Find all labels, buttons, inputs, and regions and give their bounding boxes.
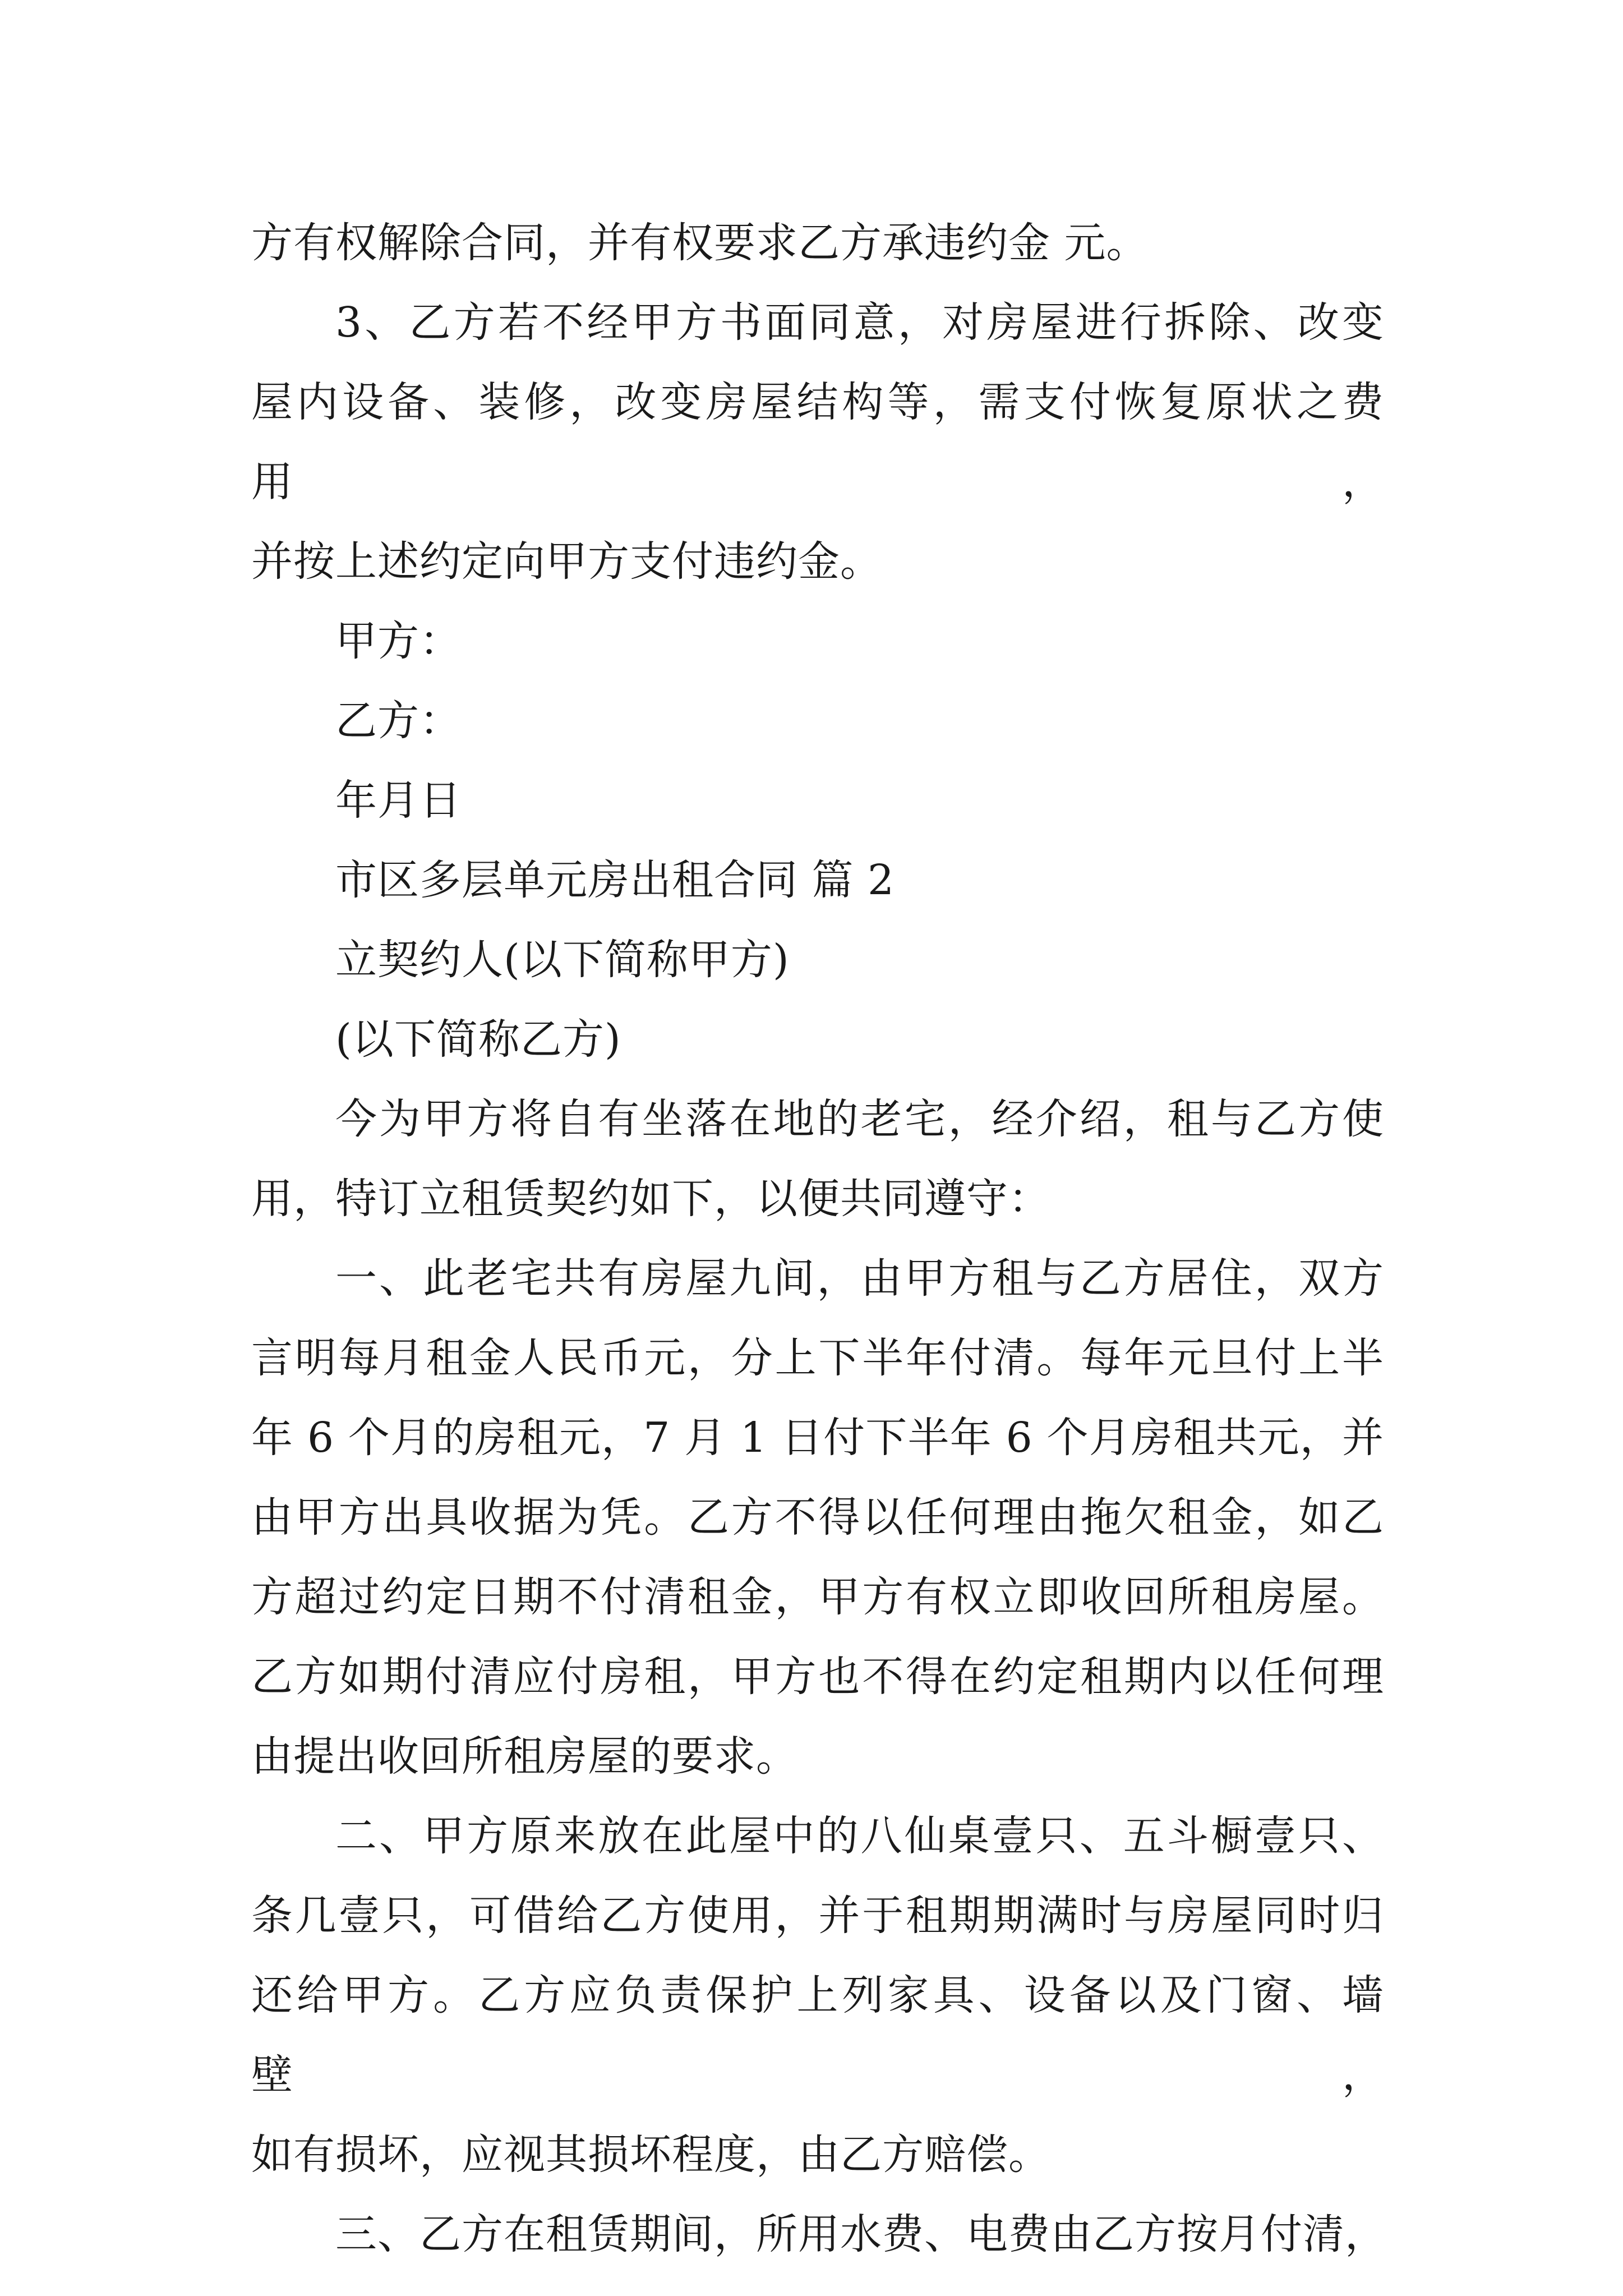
text-line: 一、此老宅共有房屋九间，由甲方租与乙方居住，双方 (335, 1254, 1384, 1303)
text-line: 今为甲方将自有坐落在地的老宅，经介绍，租与乙方使 (335, 1095, 1384, 1143)
text-line: 方有权解除合同，并有权要求乙方承违约金 元。 (251, 219, 1149, 267)
text-line: 乙方如期付清应付房租，甲方也不得在约定租期内以任何理 (251, 1653, 1384, 1701)
paragraph (251, 1079, 1384, 1239)
paragraph (251, 2194, 1387, 2274)
paragraph (251, 601, 1384, 681)
text-line: 用，特订立租赁契约如下，以便共同遵守： (251, 1175, 1050, 1223)
text-line: 3、乙方若不经甲方书面同意，对房屋进行拆除、改变 (335, 298, 1384, 347)
paragraph (251, 1796, 1384, 2194)
text-line: 方超过约定日期不付清租金，甲方有权立即收回所租房屋。 (251, 1573, 1384, 1621)
text-line: 立契约人(以下简称甲方) (335, 936, 790, 984)
paragraph (251, 840, 1384, 920)
text-line: 并按上述约定向甲方支付违约金。 (251, 537, 882, 586)
text-line: 市区多层单元房出租合同 篇 2 (335, 856, 895, 904)
paragraph (251, 761, 1384, 840)
paragraph (251, 1239, 1384, 1796)
paragraph (251, 283, 1384, 601)
text-line: 年 6 个月的房租元，7 月 1 日付下半年 6 个月房租共元，并 (251, 1414, 1384, 1462)
text-line: 条几壹只，可借给乙方使用，并于租期期满时与房屋同时归 (251, 1892, 1384, 1940)
paragraph (251, 203, 1384, 283)
paragraph (251, 681, 1384, 761)
text-line: 如有损坏，应视其损坏程度，由乙方赔偿。 (251, 2131, 1050, 2179)
text-line: (以下简称乙方) (335, 1015, 621, 1064)
text-line: 乙方： (335, 697, 462, 745)
text-line: 年月日 (335, 776, 462, 825)
document-body (251, 203, 1387, 2274)
text-line: 屋内设备、装修，改变房屋结构等，需支付恢复原状之费用， (251, 378, 1384, 506)
text-line: 言明每月租金人民币元，分上下半年付清。每年元旦付上半 (251, 1334, 1384, 1382)
text-line: 由提出收回所租房屋的要求。 (251, 1732, 798, 1780)
text-line: 三、乙方在租赁期间，所用水费、电费由乙方按月付清， (335, 2210, 1387, 2258)
text-line: 还给甲方。乙方应负责保护上列家具、设备以及门窗、墙壁， (251, 1971, 1384, 2099)
paragraph (251, 1000, 1384, 1079)
text-line: 二、甲方原来放在此屋中的八仙桌壹只、五斗橱壹只、 (335, 1812, 1384, 1860)
paragraph (251, 920, 1384, 1000)
text-line: 甲方： (335, 617, 462, 665)
text-line: 由甲方出具收据为凭。乙方不得以任何理由拖欠租金，如乙 (251, 1493, 1384, 1542)
